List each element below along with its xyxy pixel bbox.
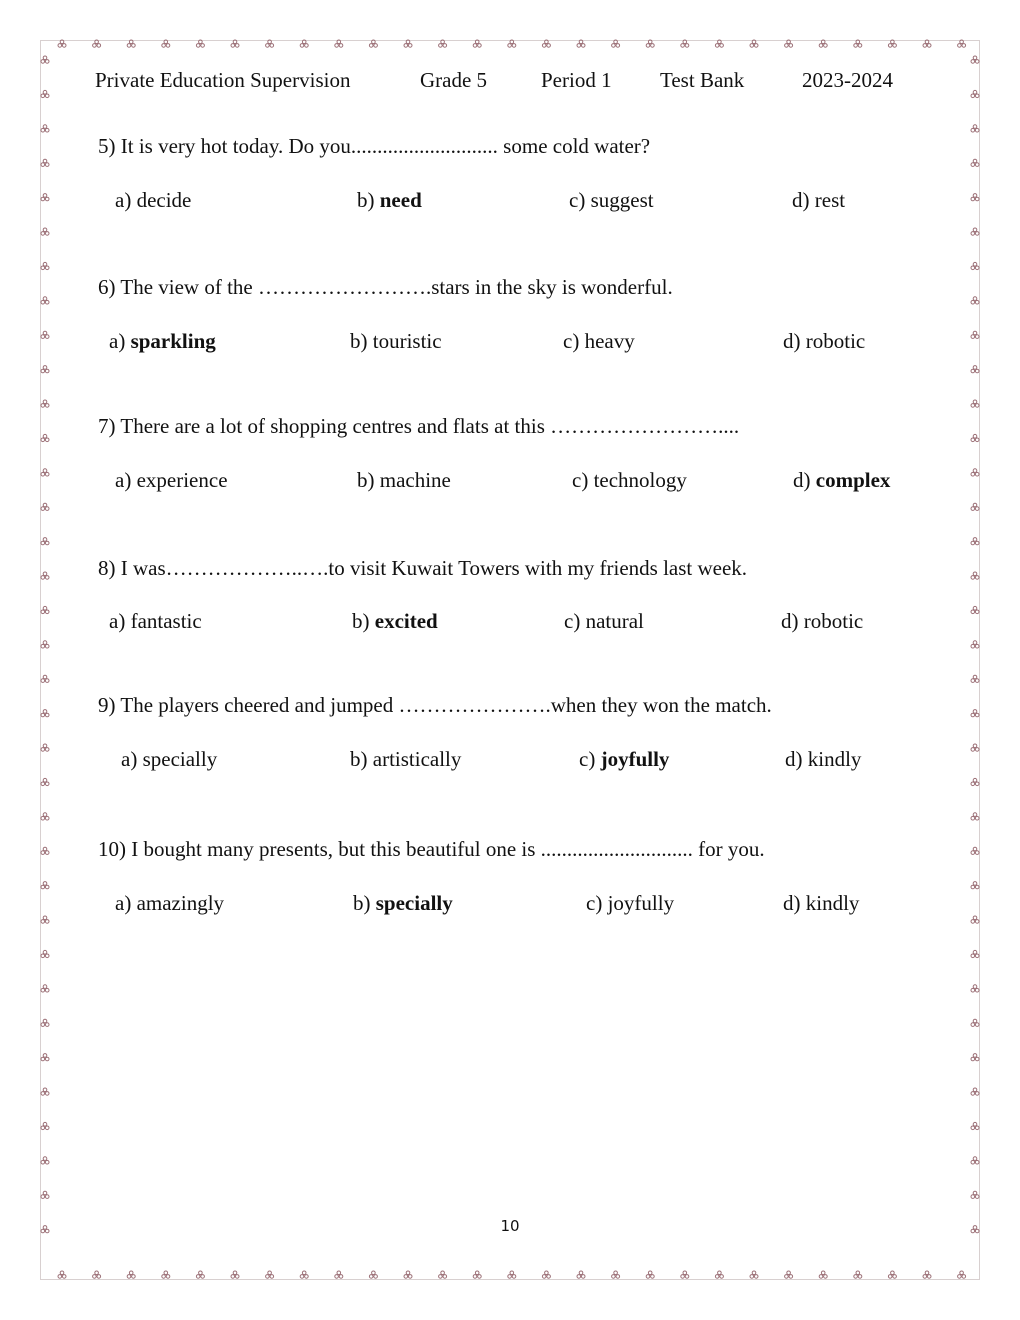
question-9: 9) The players cheered and jumped ………………….when they won the match. — [98, 693, 772, 717]
q7-option-a: a) experience — [115, 468, 228, 492]
question-5: 5) It is very hot today. Do you............................ some cold water? — [98, 134, 651, 158]
header-grade: Grade 5 — [420, 68, 488, 92]
page-header — [95, 68, 903, 94]
header-org: Private Education Supervision — [95, 68, 351, 92]
q5-option-c: c) suggest — [569, 188, 654, 212]
q7-option-d: d) complex — [793, 468, 891, 492]
question-6: 6) The view of the …………………….stars in the sky is wonderful. — [98, 275, 673, 299]
q6-option-a: a) sparkling — [109, 329, 216, 353]
q9-option-a: a) specially — [121, 747, 218, 771]
q8-option-b: b) excited — [352, 609, 438, 633]
q5-option-b: b) need — [357, 188, 422, 212]
q6-option-c: c) heavy — [563, 329, 635, 353]
q5-option-d: d) rest — [792, 188, 846, 212]
q10-option-b: b) specially — [353, 891, 453, 915]
q5-option-a: a) decide — [115, 188, 192, 212]
header-bank: Test Bank — [660, 68, 745, 92]
q6-option-d: d) robotic — [783, 329, 866, 353]
question-8: 8) I was………………..….to visit Kuwait Towers with my friends last week. — [98, 556, 748, 580]
q8-option-c: c) natural — [564, 609, 644, 633]
q9-option-c: c) joyfully — [579, 747, 670, 771]
header-year: 2023-2024 — [802, 68, 893, 92]
q7-option-c: c) technology — [572, 468, 687, 492]
question-10: 10) I bought many presents, but this beautiful one is ............................. for you. — [98, 837, 765, 861]
q8-option-a: a) fantastic — [109, 609, 202, 633]
q6-option-b: b) touristic — [350, 329, 442, 353]
header-period: Period 1 — [541, 68, 612, 92]
q10-option-a: a) amazingly — [115, 891, 225, 915]
q7-option-b: b) machine — [357, 468, 451, 492]
q10-option-c: c) joyfully — [586, 891, 675, 915]
q10-option-d: d) kindly — [783, 891, 860, 915]
page-number: 10 — [500, 1217, 520, 1235]
q9-option-d: d) kindly — [785, 747, 862, 771]
q8-option-d: d) robotic — [781, 609, 864, 633]
question-7: 7) There are a lot of shopping centres and flats at this …………………….... — [98, 414, 740, 438]
page-border — [40, 40, 980, 1280]
q9-option-b: b) artistically — [350, 747, 462, 771]
